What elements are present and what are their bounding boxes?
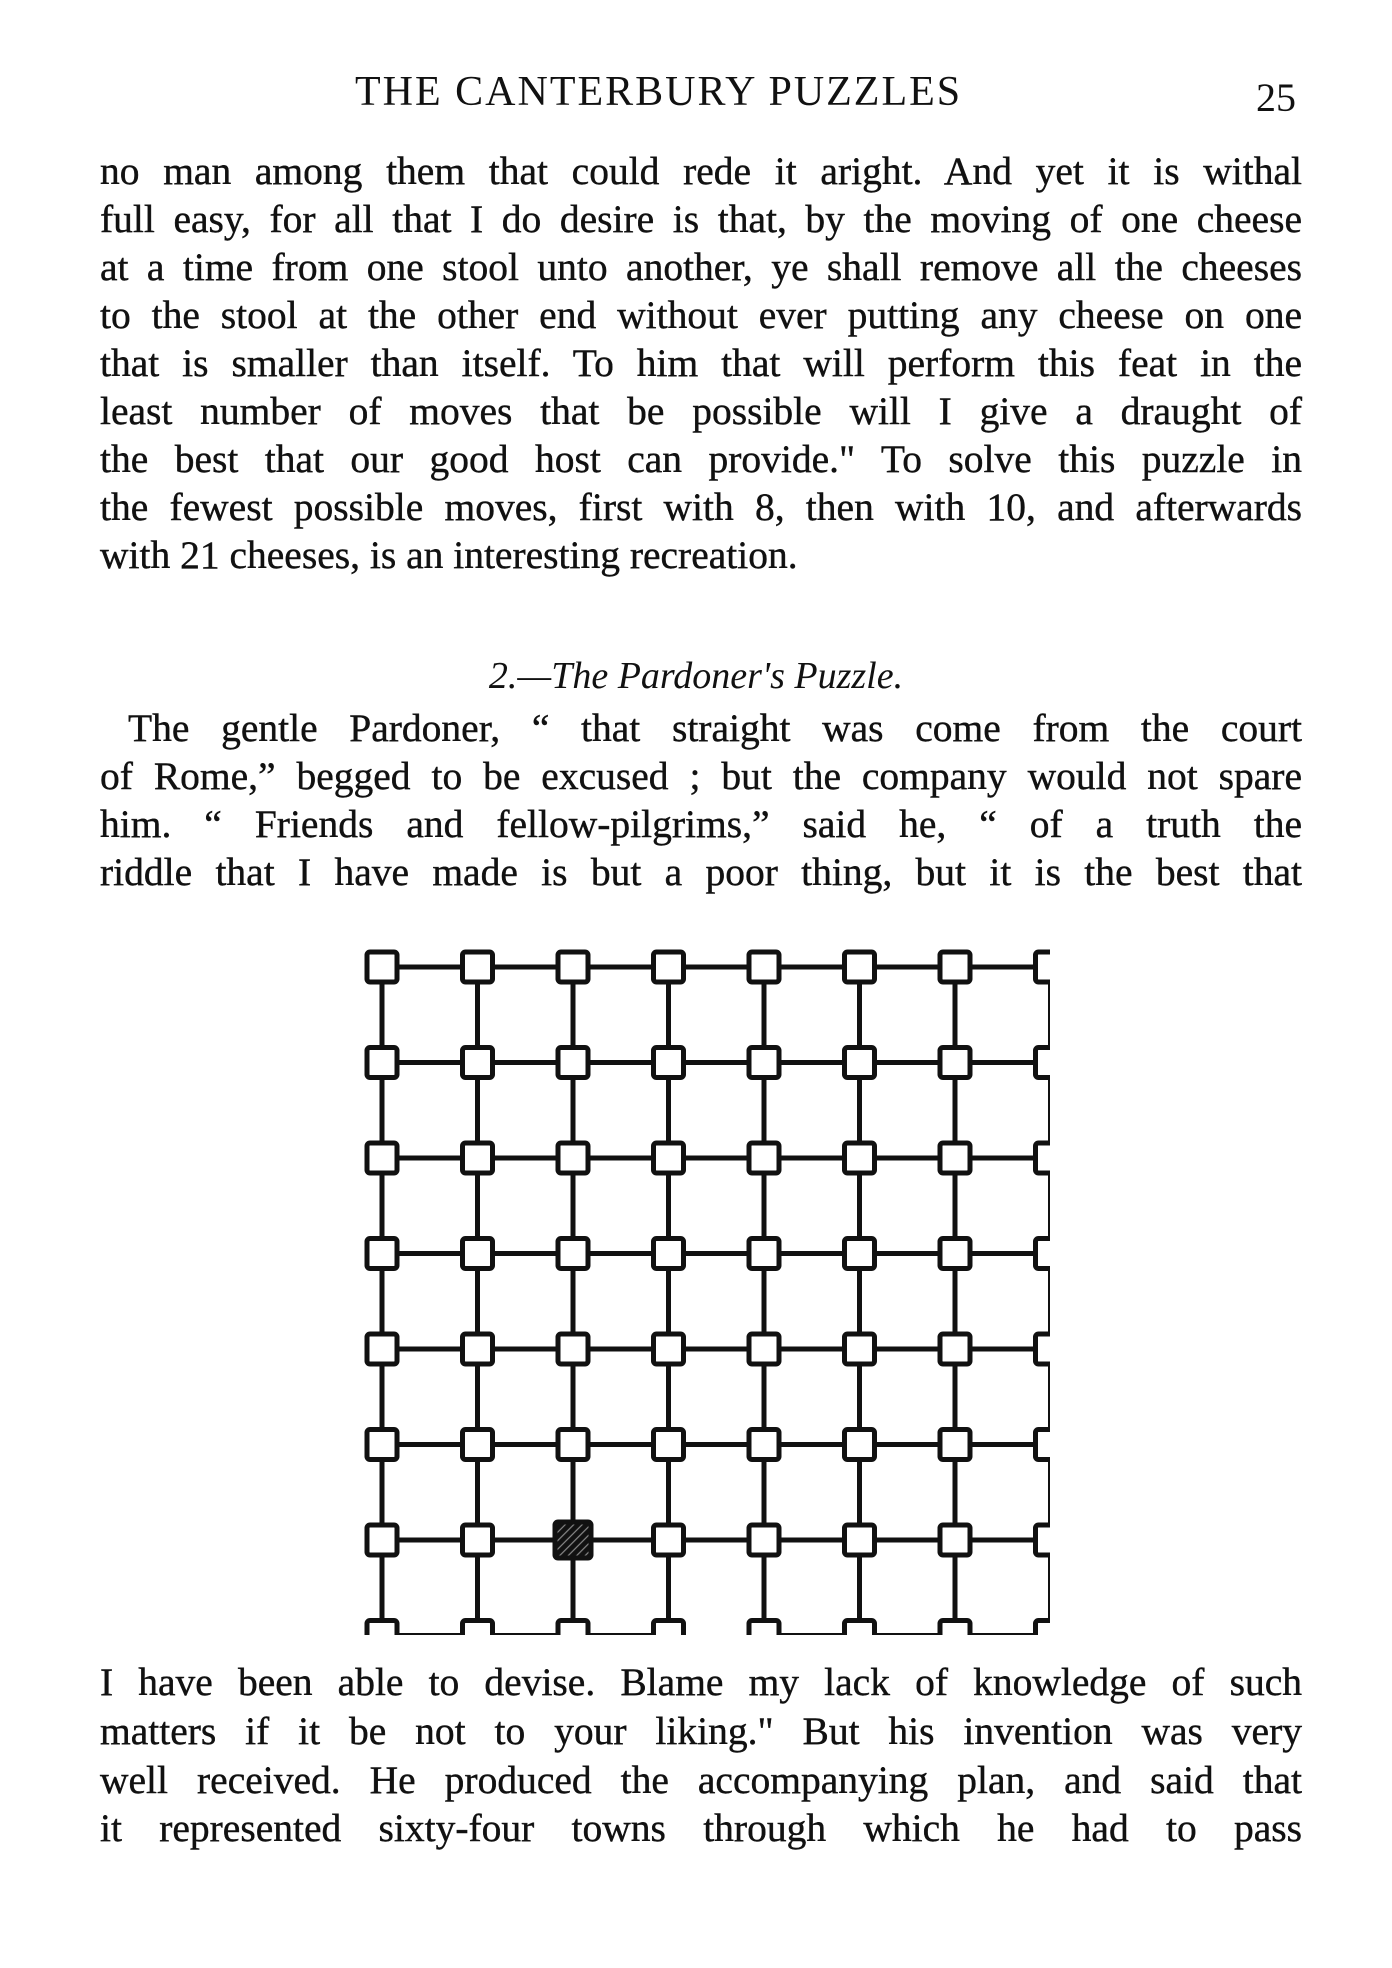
town [463, 1525, 493, 1555]
town [1036, 1525, 1051, 1555]
text-line: him. “ Friends and fellow-pilgrims,” said he, “ of a truth the [100, 802, 1302, 846]
text-line: the best that our good host can provide." To solve this puzzle in [100, 437, 1302, 481]
town [1036, 1143, 1051, 1173]
page-number: 25 [1256, 75, 1296, 120]
town [940, 952, 970, 982]
town [845, 1048, 875, 1078]
town [749, 1143, 779, 1173]
town [558, 1621, 588, 1636]
town [367, 1048, 397, 1078]
text-line: well received. He produced the accompanying plan, and said that [100, 1758, 1302, 1802]
town [845, 1525, 875, 1555]
town [940, 1525, 970, 1555]
text-line: at a time from one stool unto another, ye shall remove all the cheeses [100, 245, 1302, 289]
town [749, 1048, 779, 1078]
town [1036, 1239, 1051, 1269]
town [558, 1430, 588, 1460]
text-line: I have been able to devise. Blame my lack of knowledge of such [100, 1660, 1302, 1704]
town [463, 1621, 493, 1636]
text-line: The gentle Pardoner, “ that straight was come from the court [128, 706, 1302, 750]
running-head [0, 68, 1392, 118]
text-line: no man among them that could rede it aright. And yet it is withal [100, 149, 1302, 193]
text-line: full easy, for all that I do desire is that, by the moving of one cheese [100, 197, 1302, 241]
town [654, 1048, 684, 1078]
town [367, 952, 397, 982]
town [558, 1334, 588, 1364]
text-line: with 21 cheeses, is an interesting recreation. [100, 533, 798, 577]
town [463, 1048, 493, 1078]
town [367, 1239, 397, 1269]
town [940, 1143, 970, 1173]
text-line: matters if it be not to your liking." But his invention was very [100, 1709, 1302, 1753]
town-grid-diagram [360, 945, 1050, 1635]
town [845, 1239, 875, 1269]
town [749, 1525, 779, 1555]
town-start-shaded [555, 1522, 591, 1558]
town [940, 1621, 970, 1636]
town [654, 1334, 684, 1364]
town [845, 1430, 875, 1460]
town [558, 1048, 588, 1078]
town [558, 1143, 588, 1173]
running-title: THE CANTERBURY PUZZLES [355, 69, 963, 115]
town [463, 1143, 493, 1173]
section-heading: 2.—The Pardoner's Puzzle. [488, 655, 904, 697]
town [654, 1525, 684, 1555]
text-line: riddle that I have made is but a poor thing, but it is the best that [100, 850, 1302, 894]
text-line: that is smaller than itself. To him that will perform this feat in the [100, 341, 1302, 385]
text-line: to the stool at the other end without ever putting any cheese on one [100, 293, 1302, 337]
town [654, 1239, 684, 1269]
town [463, 1239, 493, 1269]
town [940, 1239, 970, 1269]
town [1036, 952, 1051, 982]
town [1036, 1621, 1051, 1636]
town [558, 1239, 588, 1269]
town [367, 1525, 397, 1555]
town [463, 1334, 493, 1364]
town [367, 1143, 397, 1173]
town [845, 952, 875, 982]
town [749, 952, 779, 982]
town [463, 952, 493, 982]
town [463, 1430, 493, 1460]
town [940, 1048, 970, 1078]
town [845, 1143, 875, 1173]
town [845, 1334, 875, 1364]
text-line: of Rome,” begged to be excused ; but the company would not spare [100, 754, 1302, 798]
text-line: the fewest possible moves, first with 8, then with 10, and afterwards [100, 485, 1302, 529]
town [940, 1430, 970, 1460]
town [1036, 1334, 1051, 1364]
town [654, 1430, 684, 1460]
town [654, 1621, 684, 1636]
town [749, 1334, 779, 1364]
town [367, 1334, 397, 1364]
town [845, 1621, 875, 1636]
text-line: it represented sixty-four towns through which he had to pass [100, 1806, 1302, 1850]
town [1036, 1048, 1051, 1078]
town [940, 1334, 970, 1364]
town [367, 1430, 397, 1460]
town [749, 1430, 779, 1460]
town [558, 952, 588, 982]
town [749, 1621, 779, 1636]
town [749, 1239, 779, 1269]
town [654, 1143, 684, 1173]
town [1036, 1430, 1051, 1460]
text-line: least number of moves that be possible will I give a draught of [100, 389, 1302, 433]
town [654, 952, 684, 982]
town [367, 1621, 397, 1636]
